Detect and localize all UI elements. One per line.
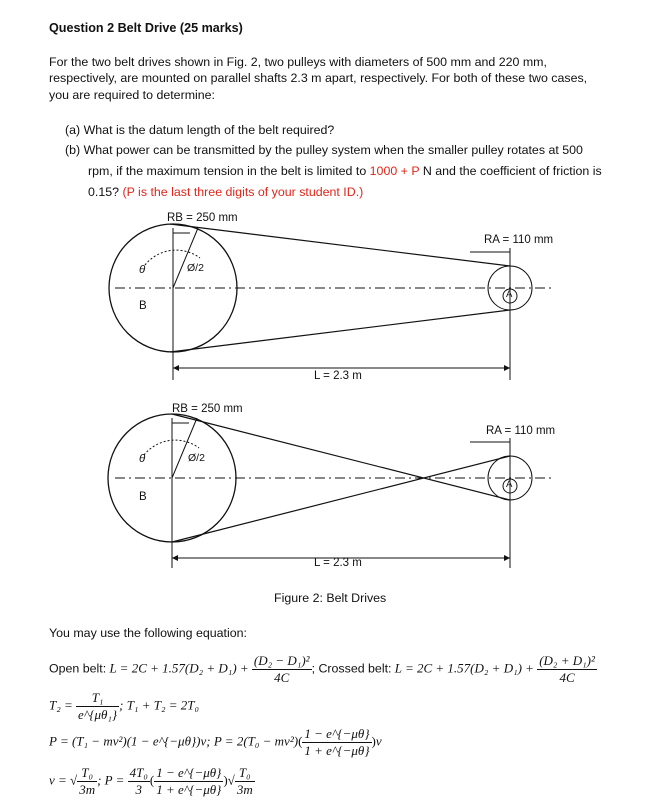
power-sqrt-fraction: $\frac{\text{T₀}}{3m}$ [236,765,253,797]
equation-intro: You may use the following equation: [49,626,247,640]
radius-line-open [173,228,198,288]
intro-line-1: For the two belt drives shown in Fig. 2, two pulleys with diameters of 500 mm and 220 mm, [49,55,547,69]
tension-equations: T₂ = $\frac{\text{T₁}}{\text{e\textasciicircum{}\{μθ₁\}}}$ ; T₁ + T₂ = 2T₀ [49,690,199,722]
student-id-note: (P is the last three digits of your student ID.) [122,185,364,199]
rb-label-crossed: RB = 250 mm [172,403,243,415]
crossed-belt-formula: L = 2C + 1.57(D₂ + D₁) + [394,660,534,676]
velocity-power-equations: v = √ $\frac{\text{T₀}}{3m}$ ; P = $\frac{\text{4T₀}}{3}$ ( $\frac{1 - e\^{}\{-\mu\theta\}}{1 + e\^{}\{-\mu\theta\}}$ )√ $\frac{\text{T₀}}{3m}$ [49,765,253,797]
part-a: (a) What is the datum length of the belt required? [65,123,335,137]
pulley-a-label-crossed: A [506,479,513,490]
pulley-b-label-crossed: B [139,491,147,503]
velocity-fraction: $\frac{\text{T₀}}{3m}$ [79,765,96,797]
part-b-line-2: rpm, if the maximum tension in the belt is limited to 1000 + P N and the coefficient of friction is [88,164,602,178]
question-title: Question 2 Belt Drive (25 marks) [49,21,243,35]
part-b-line-1: (b) What power can be transmitted by the pulley system when the smaller pulley rotates at 500 [65,143,583,157]
part-b-line-3: 0.15? (P is the last three digits of your student ID.) [88,185,364,199]
diameter-half-crossed: Ø/2 [188,452,205,464]
length-equations: Open belt: L = 2C + 1.57(D₂ + D₁) + $\frac{\text{(D₂ − D₁)²}}{4C}$ ; Crossed belt: L = 2C + 1.57(D₂ + D₁) + $\frac{\text{(D₂ + D₁)²}}{4C}$ [49,653,595,685]
power-fraction: $\frac{1 - e\^{}\{-\mu\theta\}}{1 + e\^{}\{-\mu\theta\}}$ [304,726,370,758]
ra-label-open: RA = 110 mm [484,234,554,246]
power-coefficient-fraction: $\frac{\text{4T₀}}{3}$ [129,765,148,797]
crossed-belt-fraction: $\frac{\text{(D₂ + D₁)²}}{4C}$ [539,653,595,685]
intro-line-2: respectively, are mounted on parallel shafts 2.3 m apart, respectively. For both of these two cases, [49,71,588,85]
open-belt-drive [109,224,555,380]
theta-label-crossed: θ [139,453,146,465]
figure-caption: Figure 2: Belt Drives [274,591,387,605]
pulley-b-label-open: B [139,300,147,312]
tension-ratio-fraction: $\frac{\text{T₁}}{\text{e\textasciicircum{}\{μθ₁\}}}$ [78,690,118,722]
belt-cross-2 [172,456,513,542]
tension-limit: 1000 + P [369,164,420,178]
power-equations: P = (T₁ − mv²)(1 − e^{−μθ})v; P = 2(T₀ − mv²)( $\frac{1 - e\^{}\{-\mu\theta\}}{1 + e\^{}\{-\mu\theta\}}$ )v [49,726,382,758]
theta-label-open: θ [139,264,146,276]
distance-label-crossed: L = 2.3 m [314,557,362,569]
open-belt-formula: L = 2C + 1.57(D₂ + D₁) + [109,660,249,676]
open-belt-fraction: $\frac{\text{(D₂ − D₁)²}}{4C}$ [253,653,310,685]
ra-label-crossed: RA = 110 mm [486,425,556,437]
crossed-belt-drive [108,414,555,568]
distance-label-open: L = 2.3 m [314,370,362,382]
rb-label-open: RB = 250 mm [167,212,238,224]
belt-cross-1 [172,414,513,500]
pulley-a-label-open: A [506,289,513,300]
power-exp-fraction: $\frac{1 - e\^{}\{-\mu\theta\}}{1 + e\^{}\{-\mu\theta\}}$ [156,765,222,797]
radius-line-crossed [172,418,197,478]
intro-line-3: you are required to determine: [49,88,215,102]
diameter-half-open: Ø/2 [187,262,204,274]
